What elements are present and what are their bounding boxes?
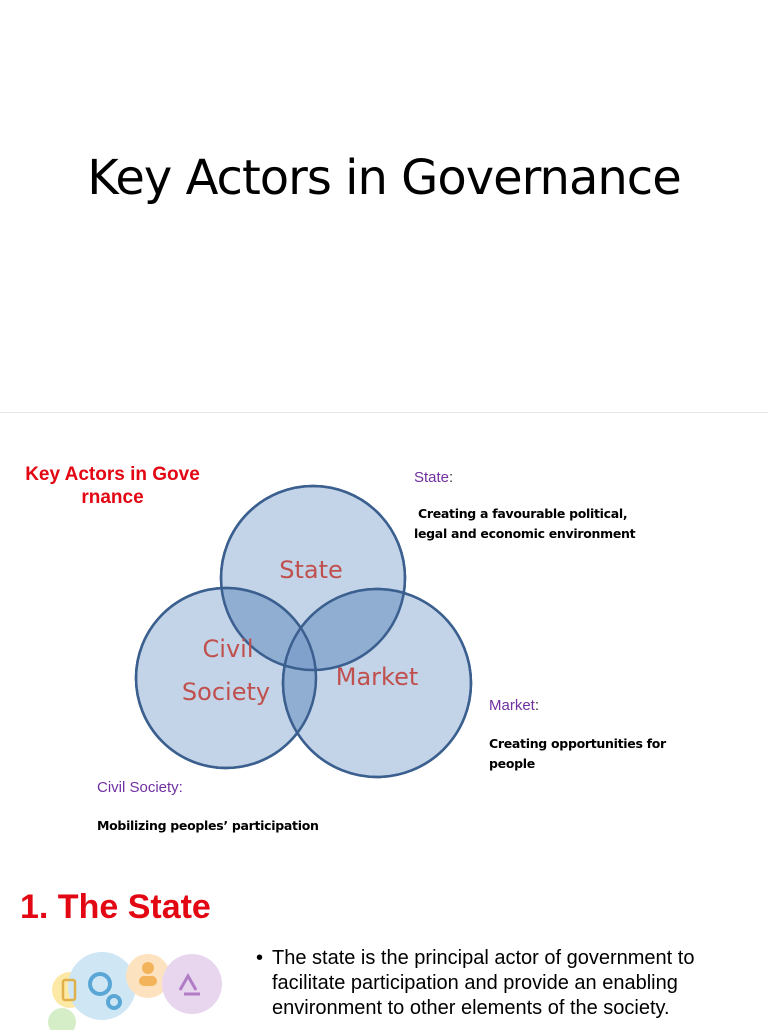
market-heading: Market: — [489, 697, 540, 714]
state-heading: State: — [414, 469, 454, 486]
bullet-list — [256, 946, 756, 1021]
market-desc-line2: people — [489, 756, 535, 771]
bullet-item — [256, 946, 756, 1021]
diagram-title — [10, 463, 215, 509]
section-heading: 1. The State — [20, 888, 211, 926]
decor-circle-blue — [68, 952, 136, 1020]
civil-society-heading: Civil Society: — [97, 779, 183, 796]
civil-label-line2: Society — [181, 678, 271, 706]
diagram-title-line1: Key Actors in Gove — [25, 464, 200, 485]
market-label: Market — [335, 663, 419, 691]
title-slide — [0, 0, 768, 413]
slide-title: Key Actors in Governance — [87, 150, 681, 206]
decor-circle-green — [48, 1008, 76, 1030]
state-heading-text: State — [414, 469, 450, 486]
market-description — [489, 734, 666, 774]
diagram-title-line2: rnance — [81, 487, 144, 508]
bullet-line3: environment to other elements of the society. — [272, 997, 670, 1019]
bullet-line2: facilitate participation and provide an enabling — [272, 972, 678, 994]
civil-society-description: Mobilizing peoples’ participation — [97, 818, 319, 833]
market-heading-text: Market — [489, 697, 535, 714]
civil-label-line1: Civil — [202, 635, 254, 663]
state-label: State — [279, 556, 343, 584]
the-state-slide — [0, 858, 768, 1024]
market-desc-line1: Creating opportunities for — [489, 736, 666, 751]
decorative-icons-illustration — [40, 950, 230, 1030]
state-description — [414, 504, 635, 544]
state-desc-line1: Creating a favourable political, — [418, 506, 628, 521]
venn-diagram-slide — [0, 413, 768, 858]
bullet-line1: • The state is the principal actor of government to — [272, 947, 695, 969]
state-desc-line2: legal and economic environment — [414, 526, 636, 541]
